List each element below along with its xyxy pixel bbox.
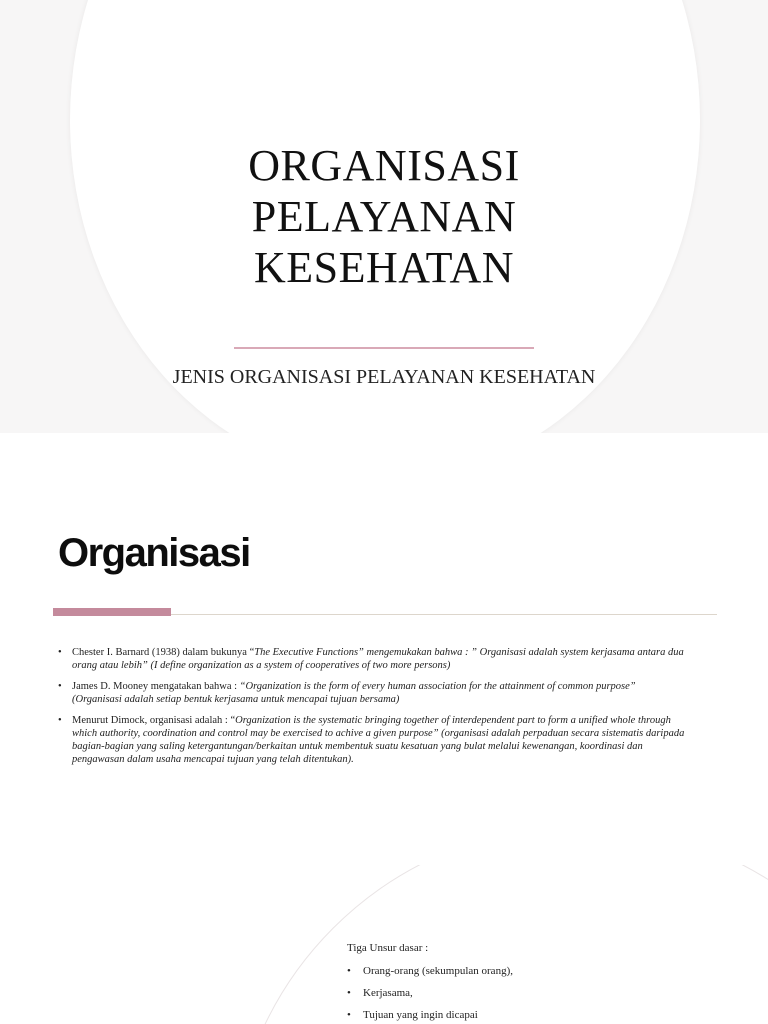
item-text: James D. Mooney mengatakan bahwa : xyxy=(72,681,240,692)
definition-slide xyxy=(0,433,768,865)
list-heading: Tiga Unsur dasar : xyxy=(347,942,429,954)
slide-title: Organisasi xyxy=(58,531,250,575)
item-text: Chester I. Barnard (1938) dalam bukunya “ xyxy=(72,647,255,658)
item-text-italic: Organization is the systematic bringing together of interdependent part to form a unified whole through which authority, coordination and control may be exercised to achive a given purpose” (organisasi adalah perpaduan secara sistematis daripada bagian-bagian yang saling ketergantungan/berkaitan untuk membentuk suatu kesatuan yang bulat melalui kewenangan, koordinasi dan pengawasan dalam usaha mencapai tujuan yang telah ditentukan). xyxy=(72,715,685,765)
slide-subtitle: JENIS ORGANISASI PELAYANAN KESEHATAN xyxy=(172,366,596,388)
elements-slide xyxy=(0,865,768,1024)
item-text-italic: The Executive Functions” mengemukakan bahwa : ” Organisasi adalah system kerjasama antara dua orang atau lebih” (I define organization as a system of cooperatives of two more persons) xyxy=(72,647,684,671)
definition-list xyxy=(58,646,688,774)
title-line: PELAYANAN xyxy=(251,192,517,241)
list-item xyxy=(58,714,688,766)
title-accent-bar xyxy=(53,608,171,616)
title-divider xyxy=(234,347,534,349)
list-item: • Orang-orang (sekumpulan orang), xyxy=(347,964,513,978)
title-divider xyxy=(171,614,717,615)
title-line: ORGANISASI xyxy=(248,141,520,190)
list-item: • Tujuan yang ingin dicapai xyxy=(347,1008,513,1022)
list-item xyxy=(58,646,688,672)
slide-title xyxy=(0,140,768,293)
list-item: • Kerjasama, xyxy=(347,986,513,1000)
item-text: Menurut Dimock, organisasi adalah : “ xyxy=(72,715,236,726)
list-item xyxy=(58,680,688,706)
elements-list xyxy=(347,964,513,1024)
title-slide xyxy=(0,0,768,433)
title-line: KESEHATAN xyxy=(253,243,515,292)
item-text-italic: “Organization is the form of every human association for the attainment of common purpose” (Organisasi adalah setiap bentuk kerjasama untuk mencapai tujuan bersama) xyxy=(72,681,636,705)
